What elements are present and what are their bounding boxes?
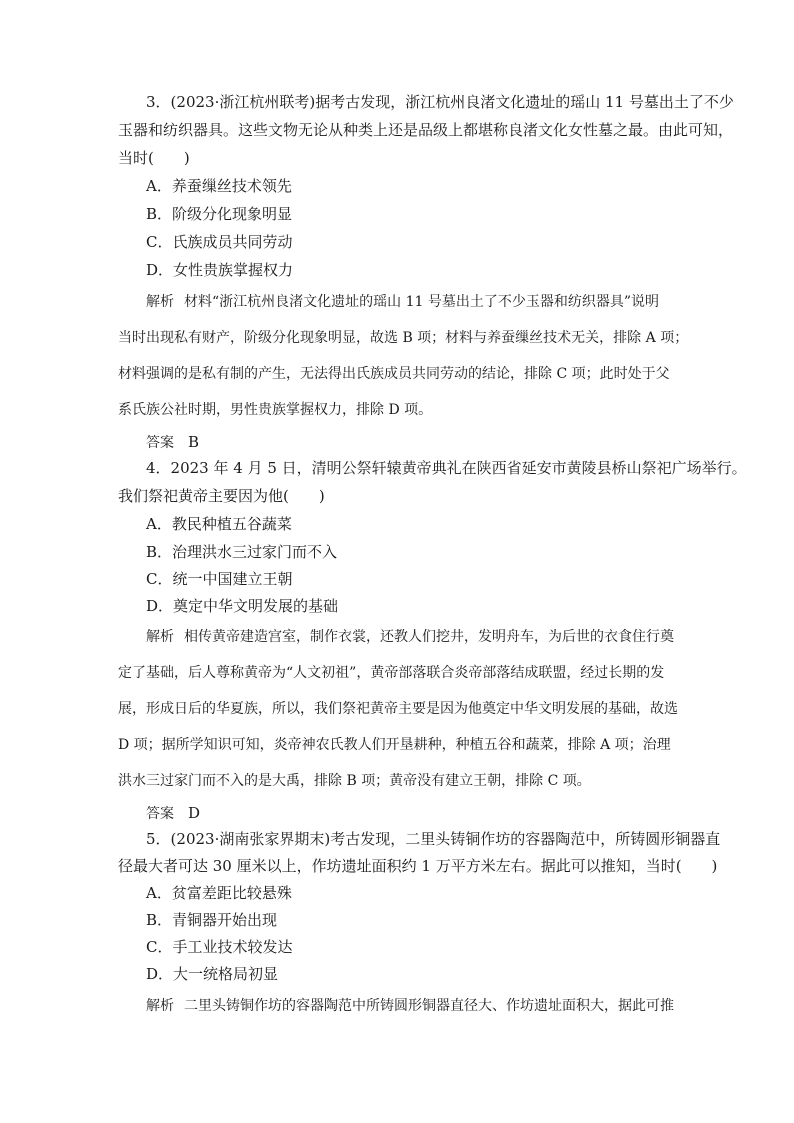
question-3-analysis-line-4: 系氏族公社时期，男性贵族掌握权力，排除 D 项。 [118, 402, 433, 418]
question-3-stem-line-2: 玉器和纺织器具。这些文物无论从种类上还是品级上都堪称良渚文化女性墓之最。由此可知， [118, 121, 734, 139]
question-5-analysis-line-1 [146, 996, 684, 1016]
answer-value: D [188, 804, 201, 822]
question-3-stem-line-3: 当时( ) [118, 149, 190, 167]
question-3-analysis-line-3: 材料强调的是私有制的产生，无法得出氏族成员共同劳动的结论，排除 C 项；此时处于父 [118, 366, 670, 382]
analysis-label: 解析 [146, 294, 174, 310]
question-3-option-d: D．女性贵族掌握权力 [146, 261, 294, 279]
question-5-option-a: A．贫富差距比较悬殊 [146, 884, 292, 902]
question-3-analysis-line-1 [146, 292, 684, 312]
question-4-analysis-line-2: 定了基础，后人尊称黄帝为“人文初祖”，黄帝部落联合炎帝部落结成联盟，经过长期的发 [118, 665, 665, 681]
question-5-option-b: B．青铜器开始出现 [146, 911, 278, 929]
question-4-answer [146, 803, 346, 824]
analysis-label: 解析 [146, 629, 174, 645]
question-4-analysis-line-3: 展，形成日后的华夏族，所以，我们祭祀黄帝主要是因为他奠定中华文明发展的基础，故选 [118, 701, 678, 717]
question-4-option-b: B．治理洪水三过家门而不入 [146, 543, 338, 561]
question-5-stem-line-1: 5．(2023·湖南张家界期末)考古发现，二里头铸铜作坊的容器陶范中，所铸圆形铜器直 [146, 830, 721, 848]
question-5-option-c: C．手工业技术较发达 [146, 938, 293, 956]
question-4-option-a: A．教民种植五谷蔬菜 [146, 515, 292, 533]
question-5-stem-line-2: 径最大者可达 30 厘米以上，作坊遗址面积约 1 万平方米左右。据此可以推知，当时( ) [118, 857, 718, 875]
analysis-text: 材料“浙江杭州良渚文化遗址的瑶山 11 号墓出土了不少玉器和纺织器具”说明 [184, 294, 660, 310]
question-3-analysis-line-2: 当时出现私有财产，阶级分化现象明显，故选 B 项；材料与养蚕缫丝技术无关，排除 A 项； [118, 330, 689, 346]
answer-label: 答案 [146, 806, 174, 822]
question-3-stem-line-1: 3．(2023·浙江杭州联考)据考古发现，浙江杭州良渚文化遗址的瑶山 11 号墓出土了不少 [146, 93, 734, 111]
question-4-stem-line-2: 我们祭祀黄帝主要因为他( ) [118, 487, 325, 505]
question-5-option-d: D．大一统格局初显 [146, 965, 279, 983]
answer-value: B [188, 433, 200, 451]
analysis-text: 二里头铸铜作坊的容器陶范中所铸圆形铜器直径大、作坊遗址面积大，据此可推 [184, 998, 674, 1014]
question-4-analysis-line-1 [146, 627, 684, 647]
question-4-stem-line-1: 4．2023 年 4 月 5 日，清明公祭轩辕黄帝典礼在陕西省延安市黄陵县桥山祭祀广场举行。 [146, 459, 747, 477]
question-4-option-c: C．统一中国建立王朝 [146, 570, 293, 588]
question-3-option-b: B．阶级分化现象明显 [146, 205, 293, 223]
question-4-analysis-line-4: D 项；据所学知识可知，炎帝神农氏教人们开垦耕种，种植五谷和蔬菜，排除 A 项；治理 [118, 737, 671, 753]
question-3-option-c: C．氏族成员共同劳动 [146, 233, 293, 251]
analysis-text: 相传黄帝建造宫室，制作衣裳，还教人们挖井，发明舟车，为后世的衣食住行奠 [184, 629, 674, 645]
question-4-option-d: D．奠定中华文明发展的基础 [146, 597, 339, 615]
question-3-answer [146, 432, 346, 453]
answer-label: 答案 [146, 435, 174, 451]
question-3-option-a: A．养蚕缫丝技术领先 [146, 177, 292, 195]
question-4-analysis-line-5: 洪水三过家门而不入的是大禹，排除 B 项；黄帝没有建立王朝，排除 C 项。 [118, 773, 591, 789]
analysis-label: 解析 [146, 998, 174, 1014]
